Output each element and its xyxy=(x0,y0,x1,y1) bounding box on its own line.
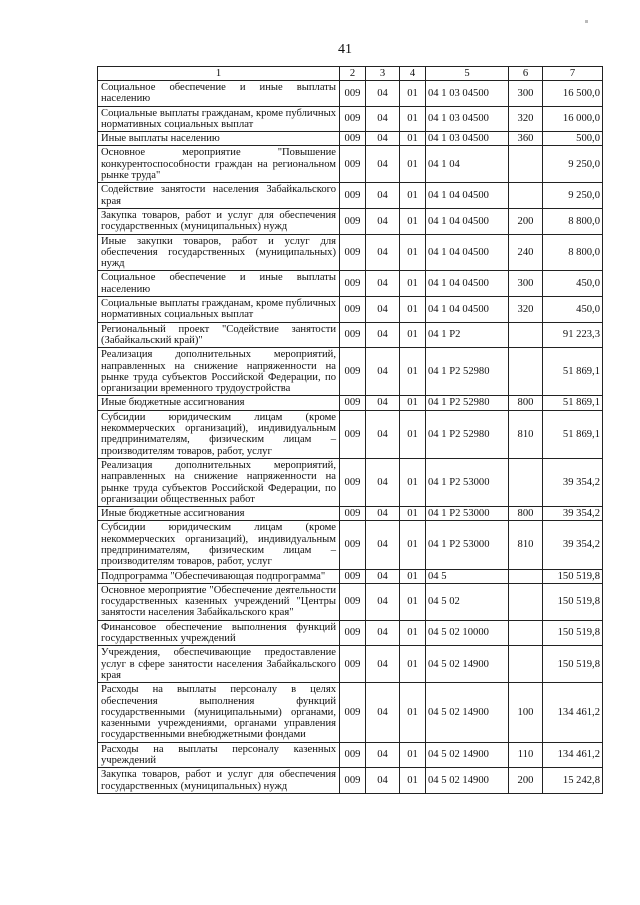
row-grbs: 009 xyxy=(340,132,366,146)
table-row xyxy=(98,146,603,183)
row-expense-type: 100 xyxy=(509,683,543,742)
row-target-article: 04 1 04 04500 xyxy=(426,183,509,209)
row-target-article: 04 1 04 04500 xyxy=(426,271,509,297)
row-section: 04 xyxy=(366,146,400,183)
row-section: 04 xyxy=(366,234,400,271)
row-subsection: 01 xyxy=(400,271,426,297)
table-row xyxy=(98,81,603,107)
row-amount: 134 461,2 xyxy=(543,742,603,768)
row-subsection: 01 xyxy=(400,569,426,583)
row-section: 04 xyxy=(366,208,400,234)
row-grbs: 009 xyxy=(340,646,366,683)
row-expense-type: 810 xyxy=(509,410,543,458)
row-grbs: 009 xyxy=(340,234,366,271)
scan-speck xyxy=(585,20,588,23)
col-header: 5 xyxy=(426,67,509,81)
row-name: Иные закупки товаров, работ и услуг для обеспечения государственных (муниципальных) нужд xyxy=(98,234,340,271)
table-row xyxy=(98,348,603,396)
row-name: Социальное обеспечение и иные выплаты населению xyxy=(98,271,340,297)
row-expense-type xyxy=(509,348,543,396)
row-subsection: 01 xyxy=(400,646,426,683)
table-row xyxy=(98,583,603,620)
row-amount: 39 354,2 xyxy=(543,507,603,521)
row-subsection: 01 xyxy=(400,322,426,348)
row-section: 04 xyxy=(366,768,400,794)
row-name: Закупка товаров, работ и услуг для обеспечения государственных (муниципальных) нужд xyxy=(98,208,340,234)
row-grbs: 009 xyxy=(340,507,366,521)
row-grbs: 009 xyxy=(340,183,366,209)
row-grbs: 009 xyxy=(340,146,366,183)
row-expense-type xyxy=(509,646,543,683)
row-amount: 9 250,0 xyxy=(543,183,603,209)
header-row xyxy=(98,67,603,81)
row-subsection: 01 xyxy=(400,234,426,271)
row-section: 04 xyxy=(366,322,400,348)
row-name: Финансовое обеспечение выполнения функций государственных учреждений xyxy=(98,620,340,646)
row-name: Расходы на выплаты персоналу казенных учреждений xyxy=(98,742,340,768)
row-expense-type: 110 xyxy=(509,742,543,768)
row-subsection: 01 xyxy=(400,583,426,620)
row-grbs: 009 xyxy=(340,106,366,132)
row-subsection: 01 xyxy=(400,348,426,396)
row-expense-type: 200 xyxy=(509,768,543,794)
row-amount: 15 242,8 xyxy=(543,768,603,794)
col-header: 1 xyxy=(98,67,340,81)
row-section: 04 xyxy=(366,81,400,107)
row-target-article: 04 5 02 xyxy=(426,583,509,620)
row-expense-type: 360 xyxy=(509,132,543,146)
row-amount: 39 354,2 xyxy=(543,458,603,506)
row-name: Реализация дополнительных мероприятий, направленных на снижение напряженности на рынке труда субъектов Российской Федерации, по организации временного трудоустройства xyxy=(98,348,340,396)
row-target-article: 04 5 02 10000 xyxy=(426,620,509,646)
row-target-article: 04 1 P2 53000 xyxy=(426,458,509,506)
row-grbs: 009 xyxy=(340,297,366,323)
row-subsection: 01 xyxy=(400,521,426,569)
row-section: 04 xyxy=(366,507,400,521)
row-subsection: 01 xyxy=(400,620,426,646)
row-name: Подпрограмма "Обеспечивающая подпрограмма" xyxy=(98,569,340,583)
row-amount: 150 519,8 xyxy=(543,569,603,583)
row-name: Иные бюджетные ассигнования xyxy=(98,396,340,410)
row-name: Закупка товаров, работ и услуг для обеспечения государственных (муниципальных) нужд xyxy=(98,768,340,794)
row-subsection: 01 xyxy=(400,396,426,410)
table-row xyxy=(98,410,603,458)
row-section: 04 xyxy=(366,583,400,620)
row-name: Расходы на выплаты персоналу в целях обеспечения выполнения функций государственными (муниципальными) органами, казенными учреждениями, органами управления государственными внебюджетными фондами xyxy=(98,683,340,742)
col-header: 6 xyxy=(509,67,543,81)
row-subsection: 01 xyxy=(400,132,426,146)
row-subsection: 01 xyxy=(400,683,426,742)
row-expense-type xyxy=(509,569,543,583)
row-section: 04 xyxy=(366,396,400,410)
row-section: 04 xyxy=(366,183,400,209)
row-target-article: 04 1 04 xyxy=(426,146,509,183)
table-row xyxy=(98,507,603,521)
row-target-article: 04 1 P2 53000 xyxy=(426,521,509,569)
row-expense-type xyxy=(509,146,543,183)
row-expense-type: 320 xyxy=(509,297,543,323)
row-expense-type: 320 xyxy=(509,106,543,132)
row-subsection: 01 xyxy=(400,208,426,234)
row-target-article: 04 1 P2 52980 xyxy=(426,396,509,410)
row-name: Основное мероприятие "Обеспечение деятельности государственных казенных учреждений "Центры занятости населения Забайкальского края" xyxy=(98,583,340,620)
row-target-article: 04 1 P2 52980 xyxy=(426,348,509,396)
row-grbs: 009 xyxy=(340,768,366,794)
row-subsection: 01 xyxy=(400,106,426,132)
row-amount: 16 000,0 xyxy=(543,106,603,132)
row-amount: 9 250,0 xyxy=(543,146,603,183)
row-subsection: 01 xyxy=(400,458,426,506)
row-amount: 91 223,3 xyxy=(543,322,603,348)
row-target-article: 04 1 03 04500 xyxy=(426,132,509,146)
row-amount: 39 354,2 xyxy=(543,521,603,569)
row-target-article: 04 1 04 04500 xyxy=(426,234,509,271)
row-name: Субсидии юридическим лицам (кроме некоммерческих организаций), индивидуальным предпринимателям, физическим лицам – производителям товаров, работ, услуг xyxy=(98,521,340,569)
row-target-article: 04 1 04 04500 xyxy=(426,208,509,234)
row-target-article: 04 1 04 04500 xyxy=(426,297,509,323)
table-row xyxy=(98,106,603,132)
row-name: Учреждения, обеспечивающие предоставление услуг в сфере занятости населения Забайкальского края xyxy=(98,646,340,683)
row-subsection: 01 xyxy=(400,742,426,768)
row-subsection: 01 xyxy=(400,410,426,458)
table-row xyxy=(98,521,603,569)
row-section: 04 xyxy=(366,410,400,458)
row-expense-type: 300 xyxy=(509,81,543,107)
row-amount: 8 800,0 xyxy=(543,234,603,271)
row-expense-type: 810 xyxy=(509,521,543,569)
row-expense-type xyxy=(509,322,543,348)
row-section: 04 xyxy=(366,271,400,297)
table-row xyxy=(98,208,603,234)
row-grbs: 009 xyxy=(340,271,366,297)
row-section: 04 xyxy=(366,132,400,146)
row-target-article: 04 5 02 14900 xyxy=(426,683,509,742)
row-section: 04 xyxy=(366,297,400,323)
row-section: 04 xyxy=(366,620,400,646)
row-target-article: 04 5 02 14900 xyxy=(426,768,509,794)
row-target-article: 04 5 02 14900 xyxy=(426,646,509,683)
row-amount: 150 519,8 xyxy=(543,620,603,646)
col-header: 3 xyxy=(366,67,400,81)
row-section: 04 xyxy=(366,683,400,742)
row-subsection: 01 xyxy=(400,297,426,323)
row-expense-type xyxy=(509,183,543,209)
row-amount: 16 500,0 xyxy=(543,81,603,107)
table-row xyxy=(98,768,603,794)
table-row xyxy=(98,183,603,209)
row-amount: 450,0 xyxy=(543,271,603,297)
row-expense-type xyxy=(509,583,543,620)
row-section: 04 xyxy=(366,742,400,768)
row-section: 04 xyxy=(366,348,400,396)
row-amount: 51 869,1 xyxy=(543,410,603,458)
row-name: Социальные выплаты гражданам, кроме публичных нормативных социальных выплат xyxy=(98,297,340,323)
row-name: Субсидии юридическим лицам (кроме некоммерческих организаций), индивидуальным предпринимателям, физическим лицам – производителям товаров, работ, услуг xyxy=(98,410,340,458)
row-name: Содействие занятости населения Забайкальского края xyxy=(98,183,340,209)
table-row xyxy=(98,646,603,683)
table-row xyxy=(98,234,603,271)
row-amount: 500,0 xyxy=(543,132,603,146)
row-subsection: 01 xyxy=(400,146,426,183)
row-amount: 150 519,8 xyxy=(543,646,603,683)
row-grbs: 009 xyxy=(340,683,366,742)
table-row xyxy=(98,322,603,348)
row-grbs: 009 xyxy=(340,410,366,458)
row-amount: 51 869,1 xyxy=(543,348,603,396)
row-target-article: 04 1 P2 xyxy=(426,322,509,348)
col-header: 4 xyxy=(400,67,426,81)
row-name: Реализация дополнительных мероприятий, направленных на снижение напряженности на рынке труда субъектов Российской Федерации, по организации общественных работ xyxy=(98,458,340,506)
row-target-article: 04 5 xyxy=(426,569,509,583)
row-grbs: 009 xyxy=(340,81,366,107)
row-name: Социальные выплаты гражданам, кроме публичных нормативных социальных выплат xyxy=(98,106,340,132)
row-amount: 450,0 xyxy=(543,297,603,323)
row-grbs: 009 xyxy=(340,322,366,348)
row-grbs: 009 xyxy=(340,521,366,569)
row-name: Основное мероприятие "Повышение конкурентоспособности граждан на региональном рынке труда" xyxy=(98,146,340,183)
row-amount: 8 800,0 xyxy=(543,208,603,234)
budget-table xyxy=(97,66,603,794)
row-amount: 150 519,8 xyxy=(543,583,603,620)
row-grbs: 009 xyxy=(340,396,366,410)
page-number: 41 xyxy=(338,42,352,57)
row-expense-type xyxy=(509,620,543,646)
row-name: Иные бюджетные ассигнования xyxy=(98,507,340,521)
row-subsection: 01 xyxy=(400,81,426,107)
row-name: Социальное обеспечение и иные выплаты населению xyxy=(98,81,340,107)
row-expense-type: 800 xyxy=(509,507,543,521)
row-grbs: 009 xyxy=(340,569,366,583)
row-section: 04 xyxy=(366,458,400,506)
row-section: 04 xyxy=(366,521,400,569)
row-grbs: 009 xyxy=(340,742,366,768)
row-target-article: 04 1 P2 52980 xyxy=(426,410,509,458)
row-target-article: 04 1 03 04500 xyxy=(426,106,509,132)
row-amount: 51 869,1 xyxy=(543,396,603,410)
row-amount: 134 461,2 xyxy=(543,683,603,742)
row-grbs: 009 xyxy=(340,348,366,396)
row-subsection: 01 xyxy=(400,507,426,521)
row-name: Региональный проект "Содействие занятости (Забайкальский край)" xyxy=(98,322,340,348)
table-row xyxy=(98,396,603,410)
row-grbs: 009 xyxy=(340,208,366,234)
row-subsection: 01 xyxy=(400,183,426,209)
table-row xyxy=(98,683,603,742)
table-row xyxy=(98,458,603,506)
table-row xyxy=(98,297,603,323)
table-row xyxy=(98,569,603,583)
row-grbs: 009 xyxy=(340,583,366,620)
table-row xyxy=(98,271,603,297)
row-expense-type xyxy=(509,458,543,506)
row-target-article: 04 1 03 04500 xyxy=(426,81,509,107)
row-expense-type: 300 xyxy=(509,271,543,297)
row-target-article: 04 1 P2 53000 xyxy=(426,507,509,521)
row-expense-type: 200 xyxy=(509,208,543,234)
col-header: 2 xyxy=(340,67,366,81)
row-grbs: 009 xyxy=(340,458,366,506)
row-expense-type: 240 xyxy=(509,234,543,271)
table-row xyxy=(98,742,603,768)
row-subsection: 01 xyxy=(400,768,426,794)
row-name: Иные выплаты населению xyxy=(98,132,340,146)
row-target-article: 04 5 02 14900 xyxy=(426,742,509,768)
row-expense-type: 800 xyxy=(509,396,543,410)
table-row xyxy=(98,620,603,646)
col-header: 7 xyxy=(543,67,603,81)
row-grbs: 009 xyxy=(340,620,366,646)
row-section: 04 xyxy=(366,569,400,583)
row-section: 04 xyxy=(366,106,400,132)
row-section: 04 xyxy=(366,646,400,683)
table-row xyxy=(98,132,603,146)
